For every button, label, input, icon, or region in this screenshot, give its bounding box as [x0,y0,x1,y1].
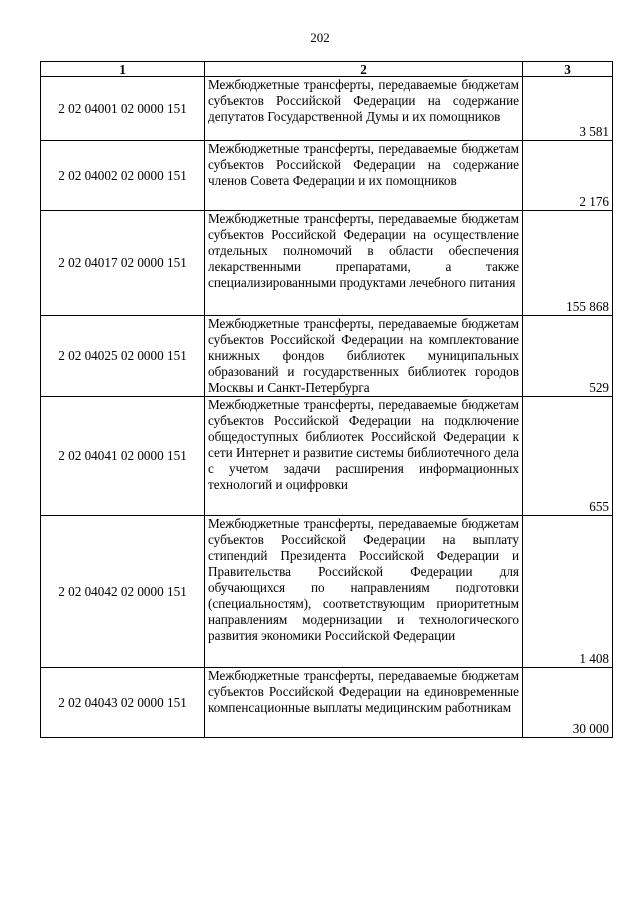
row-amount: 30 000 [523,668,613,738]
row-description: Межбюджетные трансферты, передаваемые бюджетам субъектов Российской Федерации на комплектование книжных фондов библиотек муниципальных образований и государственных библиотек городов Москвы и Санкт-Петербурга [205,316,523,397]
budget-table [40,61,613,738]
row-description: Межбюджетные трансферты, передаваемые бюджетам субъектов Российской Федерации на содержание депутатов Государственной Думы и их помощников [205,77,523,141]
row-code: 2 02 04025 02 0000 151 [41,316,205,397]
table-row [41,141,613,211]
row-amount: 155 868 [523,211,613,316]
row-amount: 2 176 [523,141,613,211]
row-description: Межбюджетные трансферты, передаваемые бюджетам субъектов Российской Федерации на выплату стипендий Президента Российской Федерации и Правительства Российской Федерации для обучающихся по направлениям подготовки (специальностям), соответствующим приоритетным направлениям модернизации и технологического развития экономики Российской Федерации [205,516,523,668]
table-row [41,397,613,516]
row-description: Межбюджетные трансферты, передаваемые бюджетам субъектов Российской Федерации на осуществление отдельных полномочий в области обеспечения лекарственными препаратами, а также специализированными продуктами лечебного питания [205,211,523,316]
row-amount: 529 [523,316,613,397]
column-header-3: 3 [523,62,613,77]
column-header-2: 2 [205,62,523,77]
row-description: Межбюджетные трансферты, передаваемые бюджетам субъектов Российской Федерации на единовременные компенсационные выплаты медицинским работникам [205,668,523,738]
row-code: 2 02 04017 02 0000 151 [41,211,205,316]
page-number: 202 [310,30,330,45]
table-row [41,668,613,738]
table-row [41,516,613,668]
row-description: Межбюджетные трансферты, передаваемые бюджетам субъектов Российской Федерации на подключение общедоступных библиотек Российской Федерации к сети Интернет и развитие системы библиотечного дела с учетом задачи расширения информационных технологий и оцифровки [205,397,523,516]
row-amount: 3 581 [523,77,613,141]
row-code: 2 02 04043 02 0000 151 [41,668,205,738]
table-row [41,211,613,316]
row-code: 2 02 04001 02 0000 151 [41,77,205,141]
table-header-row [41,62,613,77]
table-row [41,316,613,397]
row-code: 2 02 04042 02 0000 151 [41,516,205,668]
table-row [41,77,613,141]
row-description: Межбюджетные трансферты, передаваемые бюджетам субъектов Российской Федерации на содержание членов Совета Федерации и их помощников [205,141,523,211]
row-code: 2 02 04002 02 0000 151 [41,141,205,211]
row-code: 2 02 04041 02 0000 151 [41,397,205,516]
row-amount: 1 408 [523,516,613,668]
row-amount: 655 [523,397,613,516]
column-header-1: 1 [41,62,205,77]
